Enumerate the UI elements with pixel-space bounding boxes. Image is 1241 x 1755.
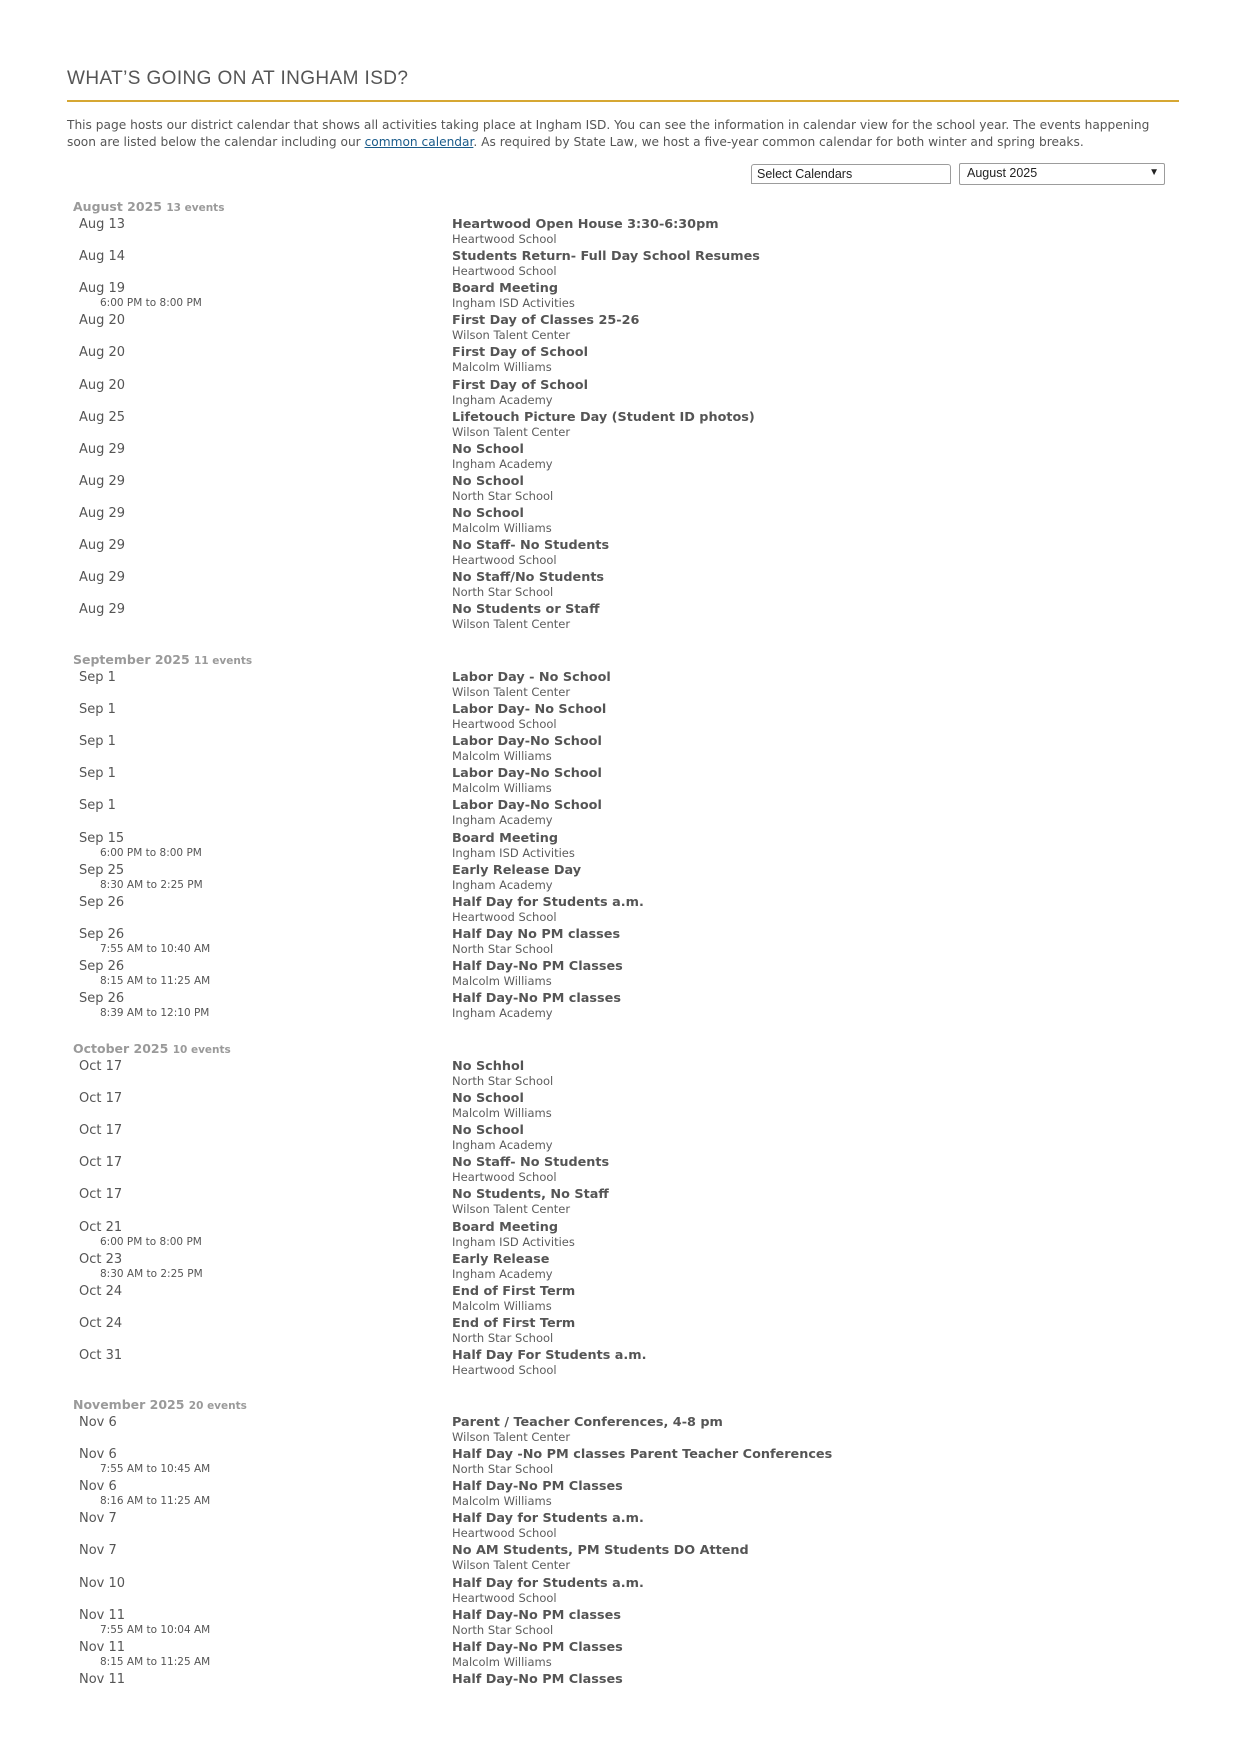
event-title-link[interactable]: No Staff/No Students bbox=[452, 570, 605, 586]
event-time: 8:39 AM to 12:10 PM bbox=[100, 1007, 210, 1019]
event-title-link[interactable]: No School bbox=[452, 1123, 524, 1139]
event-time: 7:55 AM to 10:40 AM bbox=[100, 942, 211, 955]
event-location: Ingham Academy bbox=[452, 1006, 553, 1020]
month-name: October 2025 bbox=[73, 1041, 169, 1056]
event-time: 7:55 AM to 10:45 AM bbox=[100, 1463, 211, 1476]
event-location: Heartwood School bbox=[452, 717, 557, 732]
event-title-link[interactable]: First Day of School bbox=[452, 345, 588, 361]
event-date: Nov 11 bbox=[79, 1639, 126, 1655]
event-date: Oct 17 bbox=[79, 1187, 123, 1203]
event-date: Sep 1 bbox=[79, 702, 116, 718]
event-location: Malcolm Williams bbox=[452, 520, 552, 535]
event-location: Wilson Talent Center bbox=[452, 328, 571, 343]
event-title-link[interactable]: Half Day for Students a.m. bbox=[452, 1511, 644, 1527]
event-title-link[interactable]: Parent / Teacher Conferences, 4-8 pm bbox=[452, 1415, 723, 1430]
event-date: Oct 17 bbox=[79, 1123, 123, 1139]
event-location: Malcolm Williams bbox=[452, 1298, 552, 1313]
event-location: Ingham ISD Activities bbox=[452, 1234, 575, 1249]
event-title-link[interactable]: Board Meeting bbox=[452, 1219, 558, 1235]
event-date: Nov 10 bbox=[79, 1575, 126, 1591]
month-event-count: 10 events bbox=[172, 1044, 231, 1056]
event-date: Aug 20 bbox=[79, 377, 126, 393]
event-location: Malcolm Williams bbox=[452, 749, 552, 764]
event-location: Heartwood School bbox=[452, 1526, 557, 1541]
event-date: Aug 29 bbox=[79, 473, 126, 489]
event-title-link[interactable]: Half Day for Students a.m. bbox=[452, 1575, 644, 1591]
event-date: Oct 24 bbox=[79, 1283, 123, 1299]
event-location: Malcolm Williams bbox=[452, 781, 552, 796]
event-time: 8:30 AM to 2:25 PM bbox=[100, 1267, 203, 1280]
event-title-link[interactable]: No School bbox=[452, 1091, 524, 1107]
event-date: Nov 6 bbox=[79, 1415, 117, 1430]
month-name: September 2025 bbox=[73, 652, 190, 667]
month-select-value: August 2025 bbox=[967, 166, 1038, 180]
event-location: North Star School bbox=[452, 585, 554, 600]
month-heading bbox=[73, 1041, 231, 1056]
event-date: Oct 17 bbox=[79, 1059, 123, 1074]
event-date: Oct 23 bbox=[79, 1251, 123, 1267]
event-title-link[interactable]: End of First Term bbox=[452, 1315, 576, 1331]
event-location: Heartwood School bbox=[452, 553, 557, 567]
event-title-link[interactable]: No Students, No Staff bbox=[452, 1187, 609, 1203]
event-date: Nov 11 bbox=[79, 1671, 126, 1687]
event-title-link[interactable]: Half Day-No PM classes bbox=[452, 991, 621, 1006]
event-date: Nov 6 bbox=[79, 1447, 117, 1463]
event-location: Ingham Academy bbox=[452, 392, 553, 407]
month-heading bbox=[73, 652, 252, 667]
event-title-link[interactable]: Labor Day - No School bbox=[452, 670, 611, 685]
event-date: Sep 25 bbox=[79, 862, 125, 878]
event-location: Wilson Talent Center bbox=[452, 1558, 571, 1573]
intro-text-end: . As required by State Law, we host a five-year common calendar for both winter and spring breaks. bbox=[473, 135, 1084, 149]
event-title-link[interactable]: Half Day For Students a.m. bbox=[452, 1347, 647, 1363]
event-location: Wilson Talent Center bbox=[452, 424, 571, 439]
event-title-link[interactable]: Early Release Day bbox=[452, 862, 582, 878]
event-time: 7:55 AM to 10:04 AM bbox=[100, 1623, 211, 1636]
event-title-link[interactable]: No School bbox=[452, 505, 524, 521]
event-title-link[interactable]: First Day of Classes 25-26 bbox=[452, 313, 640, 329]
event-title-link[interactable]: No Students or Staff bbox=[452, 602, 600, 618]
event-date: Aug 29 bbox=[79, 602, 126, 618]
event-location: Wilson Talent Center bbox=[452, 1202, 571, 1217]
event-time: 8:16 AM to 11:25 AM bbox=[100, 1495, 211, 1508]
event-title-link[interactable]: No School bbox=[452, 441, 524, 457]
event-title-link[interactable]: Labor Day- No School bbox=[452, 702, 607, 718]
event-date: Sep 26 bbox=[79, 926, 125, 942]
event-title-link[interactable]: Labor Day-No School bbox=[452, 734, 602, 750]
event-title-link[interactable]: Students Return- Full Day School Resumes bbox=[452, 249, 760, 265]
event-location: Wilson Talent Center bbox=[452, 617, 571, 632]
event-date: Sep 15 bbox=[79, 830, 125, 846]
event-date: Oct 24 bbox=[79, 1315, 123, 1331]
event-location: North Star School bbox=[452, 941, 554, 956]
event-location: Wilson Talent Center bbox=[452, 1430, 571, 1444]
event-time: 6:00 PM to 8:00 PM bbox=[100, 1235, 202, 1248]
event-time: 8:15 AM to 11:25 AM bbox=[100, 974, 211, 987]
event-title-link[interactable]: No School bbox=[452, 473, 524, 489]
event-date: Sep 1 bbox=[79, 766, 116, 782]
event-date: Nov 7 bbox=[79, 1543, 117, 1559]
event-location: Malcolm Williams bbox=[452, 1494, 552, 1509]
event-location: North Star School bbox=[452, 1330, 554, 1345]
event-title-link[interactable]: Half Day-No PM Classes bbox=[452, 1639, 623, 1655]
event-title-link[interactable]: Heartwood Open House 3:30-6:30pm bbox=[452, 217, 719, 232]
event-title-link[interactable]: No AM Students, PM Students DO Attend bbox=[452, 1543, 749, 1559]
event-date: Oct 31 bbox=[79, 1347, 123, 1363]
event-date: Nov 6 bbox=[79, 1479, 117, 1495]
event-location: Ingham Academy bbox=[452, 1138, 553, 1153]
event-title-link[interactable]: No Schhol bbox=[452, 1059, 525, 1074]
event-title-link[interactable]: Half Day-No PM Classes bbox=[452, 958, 623, 974]
intro-text: This page hosts our district calendar that shows all activities taking place at Ingham ISD. You can see the information in calendar view for the school year. The events happening soon are listed below the calendar including our bbox=[67, 118, 1150, 149]
event-location: Malcolm Williams bbox=[452, 1654, 552, 1669]
event-location: Heartwood School bbox=[452, 909, 557, 924]
event-title-link[interactable]: Half Day-No PM Classes bbox=[452, 1671, 623, 1687]
event-date: Aug 29 bbox=[79, 505, 126, 521]
event-title-link[interactable]: Half Day -No PM classes Parent Teacher Conferences bbox=[452, 1447, 833, 1463]
event-location: Heartwood School bbox=[452, 1170, 557, 1185]
event-location: Malcolm Williams bbox=[452, 973, 552, 988]
event-date: Oct 21 bbox=[79, 1219, 123, 1235]
month-heading bbox=[73, 1397, 247, 1412]
event-location: Ingham Academy bbox=[452, 813, 553, 828]
event-date: Sep 1 bbox=[79, 670, 116, 685]
event-date: Aug 20 bbox=[79, 313, 126, 329]
event-time: 6:00 PM to 8:00 PM bbox=[100, 846, 202, 859]
event-title-link[interactable]: Half Day No PM classes bbox=[452, 926, 621, 942]
event-location: Ingham Academy bbox=[452, 456, 553, 471]
event-date: Aug 29 bbox=[79, 538, 126, 553]
event-location: Ingham Academy bbox=[452, 1266, 553, 1281]
event-date: Aug 29 bbox=[79, 441, 126, 457]
event-location: Malcolm Williams bbox=[452, 1106, 552, 1121]
event-title-link[interactable]: End of First Term bbox=[452, 1283, 576, 1299]
event-location: Ingham ISD Activities bbox=[452, 845, 575, 860]
event-date: Aug 13 bbox=[79, 217, 126, 232]
event-title-link[interactable]: First Day of School bbox=[452, 377, 588, 393]
event-date: Sep 1 bbox=[79, 798, 116, 814]
event-time: 8:15 AM to 11:25 AM bbox=[100, 1655, 211, 1668]
event-title-link[interactable]: Labor Day-No School bbox=[452, 798, 602, 814]
event-location: Ingham ISD Activities bbox=[452, 296, 575, 311]
chevron-down-icon: ▼ bbox=[1149, 167, 1159, 178]
event-title-link[interactable]: Labor Day-No School bbox=[452, 766, 602, 782]
calendar-select-value: Select Calendars bbox=[757, 167, 853, 181]
event-date: Nov 11 bbox=[79, 1607, 126, 1623]
month-name: November 2025 bbox=[73, 1397, 185, 1412]
event-date: Oct 17 bbox=[79, 1091, 123, 1107]
common-calendar-link[interactable]: common calendar bbox=[364, 135, 474, 149]
event-title-link[interactable]: No Staff- No Students bbox=[452, 538, 610, 553]
month-event-count: 13 events bbox=[166, 202, 225, 214]
event-location: Heartwood School bbox=[452, 264, 557, 279]
event-date: Aug 19 bbox=[79, 281, 126, 297]
event-location: North Star School bbox=[452, 1622, 554, 1637]
event-location: Ingham Academy bbox=[452, 877, 553, 892]
event-date: Sep 26 bbox=[79, 991, 125, 1006]
month-event-count: 20 events bbox=[188, 1400, 247, 1412]
event-location: Wilson Talent Center bbox=[452, 685, 571, 699]
event-title-link[interactable]: No Staff- No Students bbox=[452, 1155, 610, 1171]
event-time: 6:00 PM to 8:00 PM bbox=[100, 297, 202, 310]
event-date: Sep 1 bbox=[79, 734, 116, 750]
event-date: Aug 29 bbox=[79, 570, 126, 586]
month-event-count: 11 events bbox=[194, 655, 253, 667]
event-title-link[interactable]: Lifetouch Picture Day (Student ID photos) bbox=[452, 409, 755, 425]
event-location: Heartwood School bbox=[452, 1362, 557, 1377]
event-date: Aug 14 bbox=[79, 249, 126, 265]
event-title-link[interactable]: Board Meeting bbox=[452, 281, 558, 297]
event-title-link[interactable]: Half Day for Students a.m. bbox=[452, 894, 644, 910]
event-title-link[interactable]: Half Day-No PM Classes bbox=[452, 1479, 623, 1495]
month-name: August 2025 bbox=[73, 199, 162, 214]
event-date: Sep 26 bbox=[79, 894, 125, 910]
event-location: Heartwood School bbox=[452, 232, 557, 246]
event-location: North Star School bbox=[452, 488, 554, 503]
event-title-link[interactable]: Board Meeting bbox=[452, 830, 558, 846]
event-date: Oct 17 bbox=[79, 1155, 123, 1171]
month-heading bbox=[73, 199, 224, 214]
event-date: Aug 20 bbox=[79, 345, 126, 361]
event-time: 8:30 AM to 2:25 PM bbox=[100, 878, 203, 891]
event-title-link[interactable]: Half Day-No PM classes bbox=[452, 1607, 621, 1623]
event-location: North Star School bbox=[452, 1074, 554, 1088]
event-date: Aug 25 bbox=[79, 409, 126, 425]
event-date: Sep 26 bbox=[79, 958, 125, 974]
event-date: Nov 7 bbox=[79, 1511, 117, 1527]
event-title-link[interactable]: Early Release bbox=[452, 1251, 550, 1267]
event-location: Heartwood School bbox=[452, 1590, 557, 1605]
event-location: North Star School bbox=[452, 1462, 554, 1477]
page-title: WHAT’S GOING ON AT INGHAM ISD? bbox=[67, 68, 409, 89]
event-location: Malcolm Williams bbox=[452, 360, 552, 375]
